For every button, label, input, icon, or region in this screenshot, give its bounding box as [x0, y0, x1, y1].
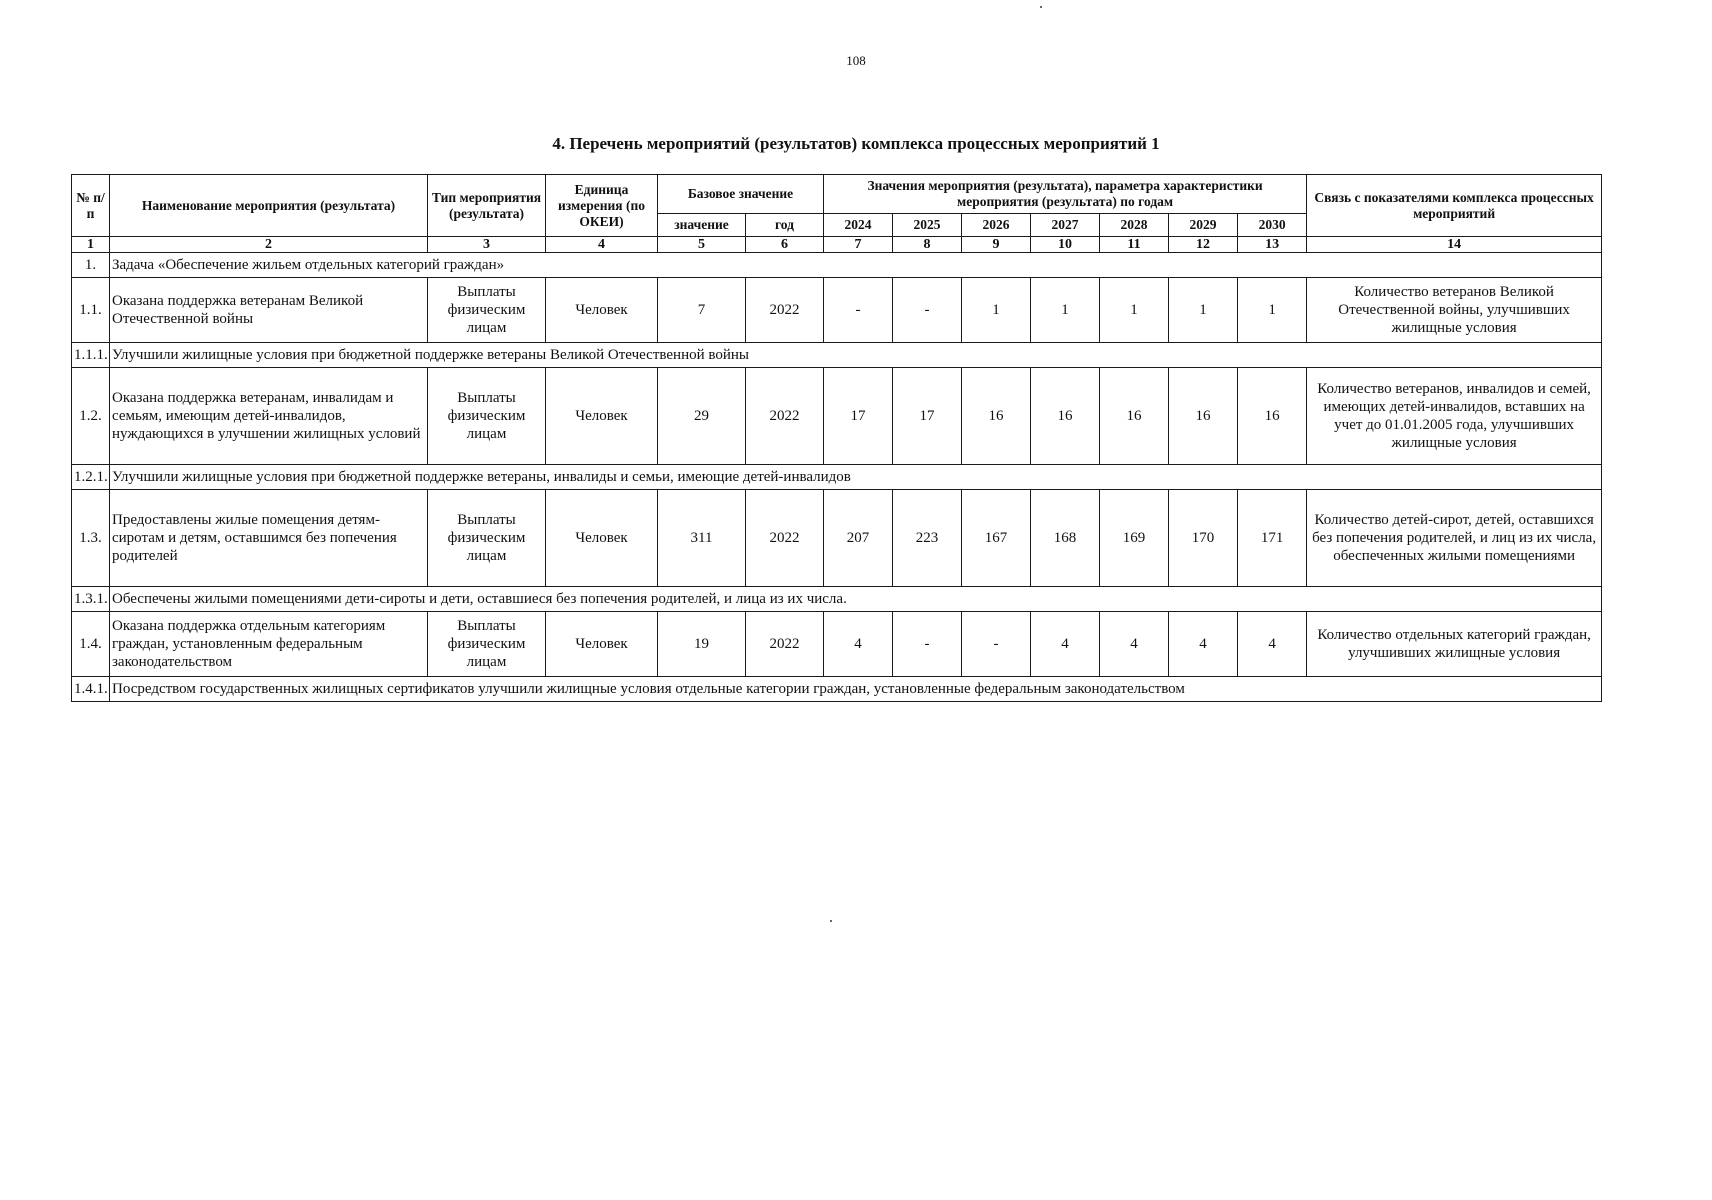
measure-type: Выплаты физическим лицам	[428, 368, 546, 465]
measure-row	[72, 490, 1602, 587]
scan-speck	[830, 920, 832, 922]
measure-year-value: 1	[1100, 278, 1169, 343]
result-row	[72, 465, 1602, 490]
measure-year-value: 168	[1031, 490, 1100, 587]
result-row	[72, 343, 1602, 368]
column-number: 12	[1169, 237, 1238, 253]
column-number: 9	[962, 237, 1031, 253]
header-link: Связь с показателями комплекса процессных мероприятий	[1307, 175, 1602, 237]
result-text: Обеспечены жилыми помещениями дети-сироты и дети, оставшиеся без попечения родителей, и лица из их числа.	[110, 587, 1602, 612]
header-year: 2029	[1169, 214, 1238, 237]
result-row	[72, 677, 1602, 702]
column-number: 4	[546, 237, 658, 253]
measure-unit: Человек	[546, 612, 658, 677]
measure-base-value: 311	[658, 490, 746, 587]
table-header	[72, 175, 1602, 237]
header-base: Базовое значение	[658, 175, 824, 214]
measure-num: 1.3.	[72, 490, 110, 587]
measure-row	[72, 368, 1602, 465]
header-base-year: год	[746, 214, 824, 237]
measure-base-year: 2022	[746, 278, 824, 343]
measure-link: Количество ветеранов, инвалидов и семей, имеющих детей-инвалидов, вставших на учет до 01.01.2005 года, улучшивших жилищные условия	[1307, 368, 1602, 465]
measure-type: Выплаты физическим лицам	[428, 612, 546, 677]
column-number: 8	[893, 237, 962, 253]
result-text: Улучшили жилищные условия при бюджетной поддержке ветераны, инвалиды и семьи, имеющие детей-инвалидов	[110, 465, 1602, 490]
measure-type: Выплаты физическим лицам	[428, 278, 546, 343]
measures-table	[71, 174, 1602, 702]
measure-base-year: 2022	[746, 490, 824, 587]
result-num: 1.3.1.	[72, 587, 110, 612]
measure-year-value: -	[893, 278, 962, 343]
header-year: 2030	[1238, 214, 1307, 237]
measure-unit: Человек	[546, 278, 658, 343]
measure-year-value: 207	[824, 490, 893, 587]
measure-name: Предоставлены жилые помещения детям-сиротам и детям, оставшимся без попечения родителей	[110, 490, 428, 587]
measure-year-value: 16	[962, 368, 1031, 465]
result-text: Улучшили жилищные условия при бюджетной поддержке ветераны Великой Отечественной войны	[110, 343, 1602, 368]
header-year: 2028	[1100, 214, 1169, 237]
measure-year-value: 170	[1169, 490, 1238, 587]
column-number: 2	[110, 237, 428, 253]
measure-base-value: 19	[658, 612, 746, 677]
measure-year-value: 1	[1031, 278, 1100, 343]
measure-year-value: 4	[1100, 612, 1169, 677]
header-year: 2027	[1031, 214, 1100, 237]
measure-year-value: 4	[1169, 612, 1238, 677]
column-number: 10	[1031, 237, 1100, 253]
measure-year-value: 4	[824, 612, 893, 677]
measure-year-value: 16	[1100, 368, 1169, 465]
header-base-value: значение	[658, 214, 746, 237]
measure-year-value: -	[962, 612, 1031, 677]
measure-year-value: 16	[1169, 368, 1238, 465]
header-type: Тип мероприятия (результата)	[428, 175, 546, 237]
task-text: Задача «Обеспечение жильем отдельных категорий граждан»	[110, 253, 1602, 278]
measure-year-value: 17	[893, 368, 962, 465]
result-num: 1.2.1.	[72, 465, 110, 490]
column-number: 13	[1238, 237, 1307, 253]
column-number: 3	[428, 237, 546, 253]
task-row	[72, 253, 1602, 278]
measure-base-year: 2022	[746, 368, 824, 465]
measure-year-value: 16	[1238, 368, 1307, 465]
measure-year-value: 1	[1169, 278, 1238, 343]
result-text: Посредством государственных жилищных сертификатов улучшили жилищные условия отдельные категории граждан, установленные федеральным законодательством	[110, 677, 1602, 702]
column-numbers-row	[72, 237, 1602, 253]
measure-link: Количество отдельных категорий граждан, улучшивших жилищные условия	[1307, 612, 1602, 677]
measure-row	[72, 278, 1602, 343]
measure-base-year: 2022	[746, 612, 824, 677]
header-year: 2025	[893, 214, 962, 237]
header-year: 2024	[824, 214, 893, 237]
measure-unit: Человек	[546, 368, 658, 465]
result-num: 1.4.1.	[72, 677, 110, 702]
measure-year-value: 169	[1100, 490, 1169, 587]
document-title: 4. Перечень мероприятий (результатов) комплекса процессных мероприятий 1	[552, 134, 1160, 153]
measure-year-value: -	[824, 278, 893, 343]
result-num: 1.1.1.	[72, 343, 110, 368]
header-name: Наименование мероприятия (результата)	[110, 175, 428, 237]
column-number: 11	[1100, 237, 1169, 253]
measure-name: Оказана поддержка отдельным категориям граждан, установленным федеральным законодательством	[110, 612, 428, 677]
measure-name: Оказана поддержка ветеранам Великой Отечественной войны	[110, 278, 428, 343]
measure-num: 1.1.	[72, 278, 110, 343]
result-row	[72, 587, 1602, 612]
measure-year-value: 4	[1238, 612, 1307, 677]
measure-year-value: 223	[893, 490, 962, 587]
measure-link: Количество ветеранов Великой Отечественной войны, улучшивших жилищные условия	[1307, 278, 1602, 343]
header-year: 2026	[962, 214, 1031, 237]
measure-year-value: -	[893, 612, 962, 677]
header-unit: Единица измерения (по ОКЕИ)	[546, 175, 658, 237]
measure-link: Количество детей-сирот, детей, оставшихся без попечения родителей, и лиц из их числа, обеспеченных жилыми помещениями	[1307, 490, 1602, 587]
measure-unit: Человек	[546, 490, 658, 587]
scan-speck	[1040, 6, 1042, 8]
measure-base-value: 7	[658, 278, 746, 343]
table-body	[72, 237, 1602, 702]
measure-year-value: 167	[962, 490, 1031, 587]
measure-year-value: 4	[1031, 612, 1100, 677]
header-num: № п/п	[72, 175, 110, 237]
measure-year-value: 171	[1238, 490, 1307, 587]
header-values-by-year: Значения мероприятия (результата), параметра характеристики мероприятия (результата) по годам	[824, 175, 1307, 214]
measure-year-value: 16	[1031, 368, 1100, 465]
column-number: 14	[1307, 237, 1602, 253]
column-number: 6	[746, 237, 824, 253]
measure-name: Оказана поддержка ветеранам, инвалидам и семьям, имеющим детей-инвалидов, нуждающихся в улучшении жилищных условий	[110, 368, 428, 465]
column-number: 5	[658, 237, 746, 253]
task-num: 1.	[72, 253, 110, 278]
measure-base-value: 29	[658, 368, 746, 465]
column-number: 7	[824, 237, 893, 253]
measure-year-value: 1	[962, 278, 1031, 343]
measure-year-value: 1	[1238, 278, 1307, 343]
page-number: 108	[846, 53, 866, 68]
measure-num: 1.4.	[72, 612, 110, 677]
measure-type: Выплаты физическим лицам	[428, 490, 546, 587]
measure-row	[72, 612, 1602, 677]
measure-year-value: 17	[824, 368, 893, 465]
measure-num: 1.2.	[72, 368, 110, 465]
column-number: 1	[72, 237, 110, 253]
